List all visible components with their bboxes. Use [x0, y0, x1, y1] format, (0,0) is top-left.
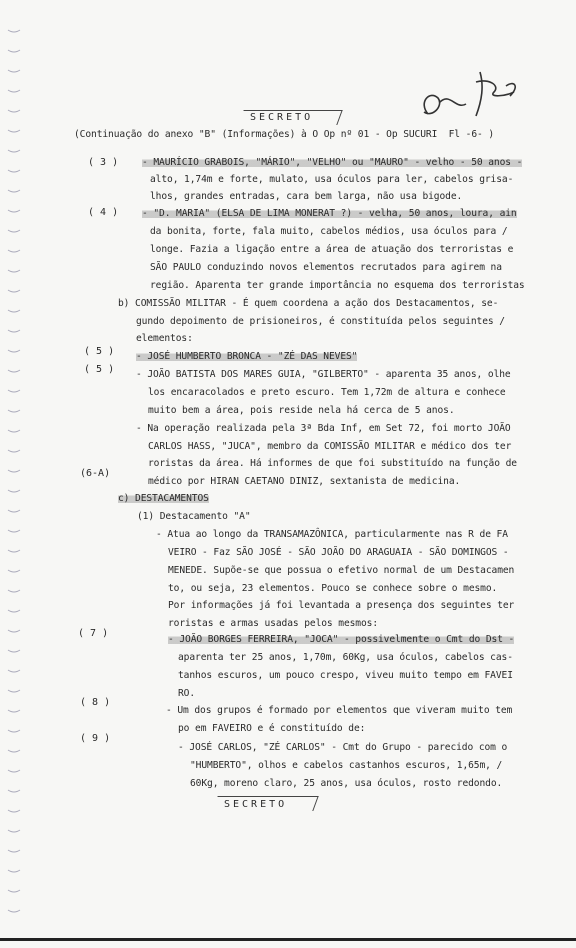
text-line: região. Aparenta ter grande importância no esquema dos terroristas [150, 280, 525, 291]
text-line: - "D. MARIA" (ELSA DE LIMA MONERAT ?) - velha, 50 anos, loura, ain [142, 208, 517, 219]
header-classification: SECRETO [250, 112, 314, 123]
text-line: - Na operação realizada pela 3ª Bda Inf, em Set 72, foi morto JOÃO [136, 423, 511, 434]
text-line: los encaracolados e preto escuro. Tem 1,72m de altura e conhece [148, 387, 506, 398]
text-line: to, ou seja, 23 elementos. Pouco se conhece sobre o mesmo. [168, 583, 498, 594]
text-line: "HUMBERTO", olhos e cabelos castanhos escuros, 1,65m, / [190, 760, 503, 771]
text-line: - JOSÉ HUMBERTO BRONCA - "ZÉ DAS NEVES" [136, 351, 358, 362]
text-line: alto, 1,74m e forte, mulato, usa óculos para ler, cabelos grisa- [150, 174, 514, 185]
text-line: da bonita, forte, fala muito, cabelos médios, usa óculos para / [150, 226, 508, 237]
header-subtitle: (Continuação do anexo "B" (Informações) à O Op nº 01 - Op SUCURI Fl -6- ) [74, 129, 495, 140]
text-line: VEIRO - Faz SÃO JOSÉ - SÃO JOÃO DO ARAGUAIA - SÃO DOMINGOS - [168, 547, 509, 558]
text-line: roristas da área. Há informes de que foi substituído na função de [148, 458, 517, 469]
text-line: gundo depoimento de prisioneiros, é constituída pelos seguintes / [136, 316, 505, 327]
text-line: MENEDE. Supõe-se que possua o efetivo normal de um Destacamen [168, 565, 515, 576]
handwritten-signature [410, 62, 530, 132]
margin-number: ( 5 ) [84, 364, 115, 375]
text-line: - JOÃO BORGES FERREIRA, "JOCA" - possivelmente o Cmt do Dst - [168, 634, 515, 645]
text-line: - JOSÉ CARLOS, "ZÉ CARLOS" - Cmt do Grupo - parecido com o [178, 742, 508, 753]
margin-number: ( 8 ) [80, 697, 111, 708]
text-line: 60Kg, moreno claro, 25 anos, usa óculos, rosto redondo. [190, 778, 503, 789]
text-line: tanhos escuros, um pouco crespo, viveu muito tempo em FAVEI [178, 670, 513, 681]
text-line: b) COMISSÃO MILITAR - É quem coordena a ação dos Destacamentos, se- [118, 298, 499, 309]
text-line: médico por HIRAN CAETANO DINIZ, sextanista de medicina. [148, 476, 461, 487]
text-line: - MAURÍCIO GRABOIS, "MÁRIO", "VELHO" ou "MAURO" - velho - 50 anos - [142, 157, 523, 168]
text-line: c) DESTACAMENTOS [118, 493, 209, 504]
text-line: roristas e armas usadas pelos mesmos: [168, 618, 379, 629]
page-bottom-edge [0, 938, 576, 941]
text-line: - Atua ao longo da TRANSAMAZÔNICA, particularmente nas R de FA [156, 529, 508, 540]
binding-holes [0, 0, 30, 948]
margin-number: ( 9 ) [80, 733, 111, 744]
text-line: lhos, grandes entradas, cara bem larga, não usa bigode. [150, 191, 463, 202]
margin-number: (6-A) [80, 468, 111, 479]
footer-classification: SECRETO [224, 799, 288, 810]
margin-number: ( 7 ) [78, 628, 109, 639]
text-line: (1) Destacamento "A" [137, 511, 251, 522]
text-line: - Um dos grupos é formado por elementos que viveram muito tem [166, 705, 513, 716]
text-line: RO. [178, 688, 196, 699]
text-line: CARLOS HASS, "JUCA", membro da COMISSÃO MILITAR e médico dos ter [148, 441, 512, 452]
text-line: elementos: [136, 333, 193, 344]
text-line: po em FAVEIRO e é constituído de: [178, 723, 366, 734]
text-line: SÃO PAULO conduzindo novos elementos recrutados para agirem na [150, 262, 502, 273]
margin-number: ( 3 ) [88, 157, 119, 168]
text-line: aparenta ter 25 anos, 1,70m, 60Kg, usa óculos, cabelos cas- [178, 652, 513, 663]
margin-number: ( 5 ) [84, 346, 115, 357]
text-line: muito bem a área, pois reside nela há cerca de 5 anos. [148, 405, 455, 416]
margin-number: ( 4 ) [88, 207, 119, 218]
text-line: longe. Fazia a ligação entre a área de atuação dos terroristas e [150, 244, 514, 255]
text-line: Por informações já foi levantada a presença dos seguintes ter [168, 600, 515, 611]
text-line: - JOÃO BATISTA DOS MARES GUIA, "GILBERTO" - aparenta 35 anos, olhe [136, 369, 511, 380]
